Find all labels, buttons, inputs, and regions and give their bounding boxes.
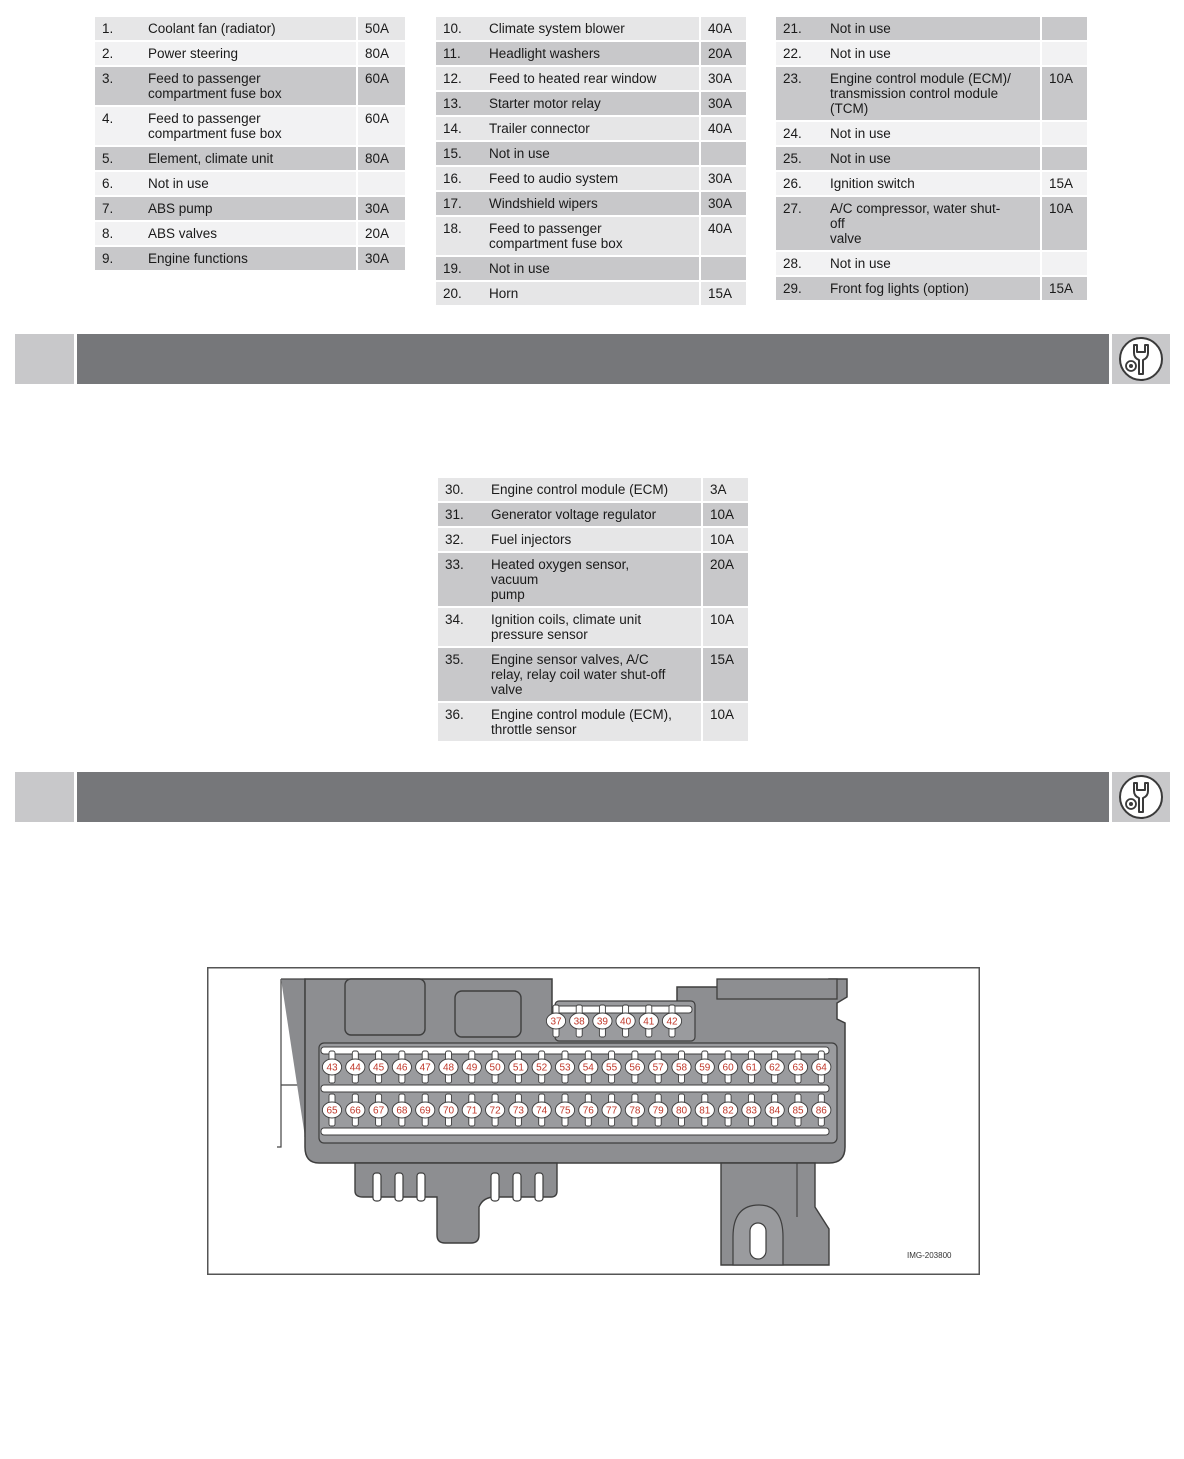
fuse-number: 32. (438, 527, 484, 552)
fuse-label: 77 (606, 1105, 618, 1117)
fuse-label: 74 (536, 1105, 548, 1117)
fuse-label: 56 (629, 1062, 641, 1074)
fuse-label: 65 (326, 1105, 338, 1117)
fuse-rating: 15A (1041, 171, 1087, 196)
fuse-description: Starter motor relay (482, 91, 700, 116)
fuse-row (436, 17, 746, 41)
section-header-bar (15, 334, 1170, 384)
fuse-label: 46 (396, 1062, 408, 1074)
fuse-label: 48 (442, 1062, 455, 1074)
fuse-number: 19. (436, 256, 482, 281)
fuse-row (776, 121, 1087, 146)
fuse-label: 70 (442, 1105, 455, 1117)
fuse-label: 84 (769, 1105, 781, 1117)
fuse-rating (1041, 17, 1087, 41)
fuse-label: 45 (373, 1062, 385, 1074)
fuse-description: Not in use (823, 146, 1041, 171)
fuse-description: Engine control module (ECM)/ transmission control module (TCM) (823, 66, 1041, 121)
fuse-row (95, 41, 405, 66)
fuse-description: ABS pump (141, 196, 357, 221)
fuse-row (95, 171, 405, 196)
fuse-label: 60 (722, 1062, 734, 1074)
fuse-label: 79 (652, 1105, 664, 1117)
fuse-label: 82 (722, 1105, 734, 1117)
fuse-row (436, 256, 746, 281)
fuse-row (436, 166, 746, 191)
fuse-table-21-29 (776, 17, 1087, 302)
fuse-description: Ignition coils, climate unit pressure sensor (484, 607, 702, 647)
fuse-number: 24. (776, 121, 823, 146)
fuse-rating (1041, 251, 1087, 276)
fuse-number: 25. (776, 146, 823, 171)
fuse-description: ABS valves (141, 221, 357, 246)
fuse-label: 58 (675, 1062, 688, 1074)
fuse-row (95, 66, 405, 106)
fuse-description: Horn (482, 281, 700, 306)
fuse-number: 8. (95, 221, 141, 246)
fuse-label: 61 (745, 1062, 757, 1074)
fuse-rating: 10A (702, 607, 748, 647)
fuse-rating: 10A (702, 702, 748, 742)
fuse-rating: 10A (1041, 66, 1087, 121)
fuse-description: Ignition switch (823, 171, 1041, 196)
fuse-rating: 60A (357, 66, 405, 106)
fuse-label: 55 (606, 1062, 618, 1074)
fuse-description: Windshield wipers (482, 191, 700, 216)
fuse-box-illustration (207, 967, 980, 1275)
fuse-number: 18. (436, 216, 482, 256)
fuse-number: 36. (438, 702, 484, 742)
fuse-rating: 30A (700, 91, 746, 116)
fuse-rating: 10A (702, 502, 748, 527)
image-id-label: IMG-203800 (907, 1251, 952, 1260)
section-band (77, 334, 1109, 384)
fuse-rating: 20A (702, 552, 748, 607)
fuse-rating (1041, 41, 1087, 66)
fuse-label: 71 (466, 1105, 478, 1117)
fuse-label: 72 (489, 1105, 501, 1117)
fuse-description: Feed to passenger compartment fuse box (482, 216, 700, 256)
fuse-row (776, 251, 1087, 276)
fuse-number: 17. (436, 191, 482, 216)
fuse-row (436, 191, 746, 216)
fuse-row (95, 196, 405, 221)
section-marker (15, 334, 74, 384)
fuse-label: 76 (582, 1105, 594, 1117)
fuse-row (776, 41, 1087, 66)
fuse-number: 14. (436, 116, 482, 141)
fuse-number: 35. (438, 647, 484, 702)
fuse-number: 7. (95, 196, 141, 221)
fuse-rating: 30A (700, 191, 746, 216)
fuse-rating: 15A (1041, 276, 1087, 301)
fuse-row (95, 146, 405, 171)
fuse-number: 22. (776, 41, 823, 66)
fuse-row (436, 91, 746, 116)
fuse-row (776, 146, 1087, 171)
fuse-number: 2. (95, 41, 141, 66)
fuse-number: 20. (436, 281, 482, 306)
fuse-description: Not in use (482, 141, 700, 166)
fuse-number: 10. (436, 17, 482, 41)
fuse-rating: 10A (702, 527, 748, 552)
fuse-label: 81 (699, 1105, 711, 1117)
fuse-row (438, 607, 748, 647)
fuse-row (436, 41, 746, 66)
fuse-label: 83 (745, 1105, 757, 1117)
fuse-row (436, 216, 746, 256)
fuse-row (95, 106, 405, 146)
fuse-row (95, 221, 405, 246)
fuse-description: Engine control module (ECM), throttle sensor (484, 702, 702, 742)
fuse-number: 31. (438, 502, 484, 527)
fuse-row (438, 647, 748, 702)
fuse-rating: 60A (357, 106, 405, 146)
fuse-rating: 3A (702, 478, 748, 502)
fuse-table-30-36 (438, 478, 748, 743)
fuse-label: 41 (643, 1016, 655, 1028)
fuse-description: Not in use (823, 17, 1041, 41)
fuse-row (776, 17, 1087, 41)
fuse-label: 66 (349, 1105, 361, 1117)
fuse-rating (1041, 121, 1087, 146)
fuse-number: 33. (438, 552, 484, 607)
section-band (77, 772, 1109, 822)
fuse-rail (321, 1085, 829, 1092)
fuse-row (436, 141, 746, 166)
fuse-row (95, 246, 405, 271)
fuse-label: 69 (419, 1105, 431, 1117)
fuse-number: 13. (436, 91, 482, 116)
fuse-label: 43 (326, 1062, 338, 1074)
fuse-row (436, 66, 746, 91)
fuse-rating (700, 141, 746, 166)
fuse-description: Power steering (141, 41, 357, 66)
fuse-description: Feed to passenger compartment fuse box (141, 106, 357, 146)
fuse-description: Climate system blower (482, 17, 700, 41)
fuse-label: 67 (373, 1105, 385, 1117)
fuse-description: Engine control module (ECM) (484, 478, 702, 502)
fuse-rating (700, 256, 746, 281)
fuse-rating: 80A (357, 146, 405, 171)
fuse-number: 9. (95, 246, 141, 271)
fuse-table-1-9 (95, 17, 405, 272)
fuse-description: Not in use (823, 121, 1041, 146)
fuse-number: 28. (776, 251, 823, 276)
fuse-number: 5. (95, 146, 141, 171)
fuse-number: 11. (436, 41, 482, 66)
fuse-label: 52 (536, 1062, 548, 1074)
fuse-number: 34. (438, 607, 484, 647)
fuse-label: 47 (419, 1062, 431, 1074)
fuse-row (438, 702, 748, 742)
fuse-description: Generator voltage regulator (484, 502, 702, 527)
fuse-number: 29. (776, 276, 823, 301)
fuse-label: 63 (792, 1062, 804, 1074)
fuse-description: Trailer connector (482, 116, 700, 141)
fuse-number: 16. (436, 166, 482, 191)
fuse-label: 62 (769, 1062, 781, 1074)
fuse-rating: 40A (700, 17, 746, 41)
fuse-label: 38 (573, 1016, 585, 1028)
fuse-number: 15. (436, 141, 482, 166)
fuse-description: Not in use (823, 251, 1041, 276)
fuse-description: Coolant fan (radiator) (141, 17, 357, 41)
fuse-label: 42 (666, 1016, 678, 1028)
fuse-label: 39 (596, 1016, 608, 1028)
fuse-row (776, 171, 1087, 196)
fuse-number: 1. (95, 17, 141, 41)
fuse-label: 40 (620, 1016, 632, 1028)
fuse-description: Headlight washers (482, 41, 700, 66)
fuse-label: 53 (559, 1062, 571, 1074)
fuse-rating: 80A (357, 41, 405, 66)
fuse-label: 85 (792, 1105, 804, 1117)
wrench-gear-icon (1112, 334, 1170, 384)
wrench-gear-icon (1112, 772, 1170, 822)
fuse-label: 54 (582, 1062, 594, 1074)
fuse-number: 27. (776, 196, 823, 251)
fuse-rating (357, 171, 405, 196)
fuse-row (438, 552, 748, 607)
fuse-rating: 20A (357, 221, 405, 246)
fuse-label: 59 (699, 1062, 711, 1074)
fuse-row (95, 17, 405, 41)
fuse-row (436, 116, 746, 141)
fuse-label: 73 (512, 1105, 524, 1117)
fuse-number: 23. (776, 66, 823, 121)
fuse-row (438, 478, 748, 502)
fuse-label: 68 (396, 1105, 408, 1117)
fuse-number: 4. (95, 106, 141, 146)
fuse-row (438, 527, 748, 552)
fuse-number: 30. (438, 478, 484, 502)
fuse-row (776, 196, 1087, 251)
fuse-number: 26. (776, 171, 823, 196)
fuse-description: Front fog lights (option) (823, 276, 1041, 301)
fuse-box-diagram (207, 967, 980, 1275)
fuse-rating: 15A (702, 647, 748, 702)
fuse-rating: 40A (700, 116, 746, 141)
fuse-rating: 15A (700, 281, 746, 306)
fuse-label: 49 (466, 1062, 478, 1074)
fuse-description: A/C compressor, water shut- off valve (823, 196, 1041, 251)
fuse-label: 44 (349, 1062, 361, 1074)
fuse-description: Engine functions (141, 246, 357, 271)
fuse-row (776, 276, 1087, 301)
fuse-rating: 50A (357, 17, 405, 41)
fuse-number: 21. (776, 17, 823, 41)
fuse-row (436, 281, 746, 306)
fuse-description: Engine sensor valves, A/C relay, relay coil water shut-off valve (484, 647, 702, 702)
fuse-rating: 30A (700, 166, 746, 191)
fuse-description: Not in use (482, 256, 700, 281)
fuse-rating: 20A (700, 41, 746, 66)
fuse-label: 78 (629, 1105, 641, 1117)
fuse-description: Fuel injectors (484, 527, 702, 552)
fuse-description: Feed to heated rear window (482, 66, 700, 91)
section-marker (15, 772, 74, 822)
fuse-description: Not in use (823, 41, 1041, 66)
fuse-description: Element, climate unit (141, 146, 357, 171)
section-header-bar (15, 772, 1170, 822)
fuse-rail (321, 1128, 829, 1135)
fuse-table-10-20 (436, 17, 746, 307)
fuse-label: 37 (550, 1016, 562, 1028)
fuse-number: 12. (436, 66, 482, 91)
fuse-rating: 30A (357, 196, 405, 221)
fuse-label: 86 (815, 1105, 827, 1117)
fuse-description: Not in use (141, 171, 357, 196)
fuse-description: Feed to passenger compartment fuse box (141, 66, 357, 106)
fuse-rating: 40A (700, 216, 746, 256)
fuse-label: 75 (559, 1105, 571, 1117)
fuse-number: 6. (95, 171, 141, 196)
fuse-label: 57 (652, 1062, 664, 1074)
fuse-rating (1041, 146, 1087, 171)
fuse-label: 50 (489, 1062, 501, 1074)
fuse-row (438, 502, 748, 527)
fuse-row (776, 66, 1087, 121)
fuse-rating: 30A (700, 66, 746, 91)
fuse-description: Feed to audio system (482, 166, 700, 191)
fuse-description: Heated oxygen sensor, vacuum pump (484, 552, 702, 607)
fuse-label: 51 (512, 1062, 524, 1074)
fuse-label: 80 (675, 1105, 688, 1117)
fuse-label: 64 (815, 1062, 827, 1074)
fuse-rating: 30A (357, 246, 405, 271)
fuse-rating: 10A (1041, 196, 1087, 251)
fuse-number: 3. (95, 66, 141, 106)
